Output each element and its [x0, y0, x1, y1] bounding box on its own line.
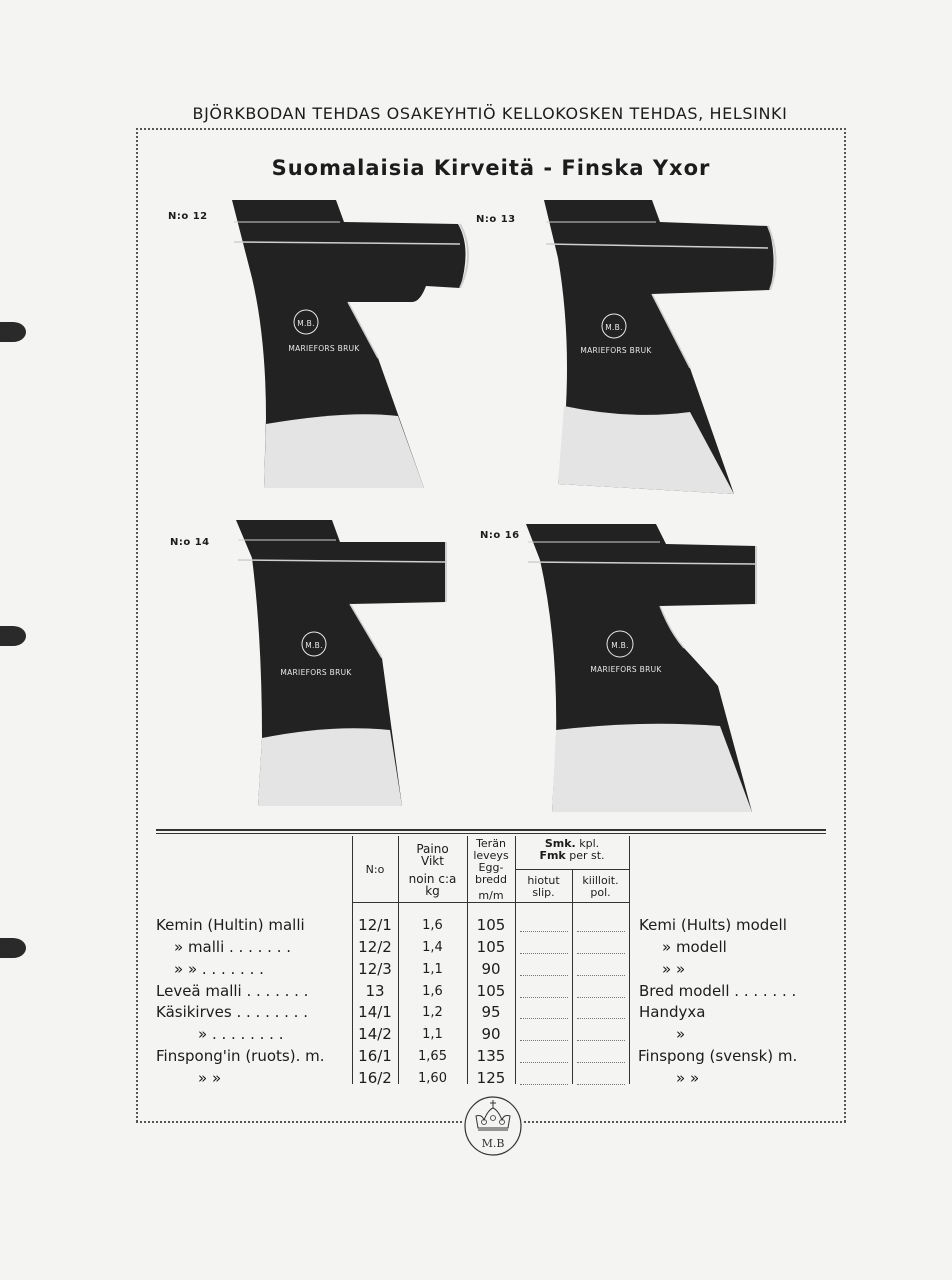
row-weight: 1,2 [422, 1005, 443, 1020]
row-sv-name: » modell [662, 938, 727, 956]
binder-hole [0, 938, 26, 958]
table-header-rule [515, 869, 629, 870]
row-fi-name: Kemin (Hultin) malli [156, 916, 305, 934]
row-edge: 135 [476, 1047, 506, 1065]
row-edge: 105 [476, 982, 506, 1000]
axe-16-image [520, 520, 760, 816]
svg-text:M.B.: M.B. [611, 641, 629, 650]
row-sv-name: Bred modell . . . . . . . [639, 982, 797, 1000]
row-sv-name: » » [676, 1069, 700, 1087]
table-top-rule [156, 829, 826, 831]
row-edge: 125 [476, 1069, 506, 1087]
header-ground: hiotut slip. [527, 874, 560, 899]
row-sv-name: Kemi (Hults) modell [639, 916, 787, 934]
header-polished: kiilloit. pol. [582, 874, 619, 899]
row-weight: 1,1 [422, 1027, 443, 1042]
row-fi-name: » malli . . . . . . . [174, 938, 292, 956]
header-no: N:o [365, 863, 385, 876]
svg-text:M.B.: M.B. [605, 323, 623, 332]
row-edge: 90 [481, 1025, 501, 1043]
dotted-frame-bottom [136, 1121, 462, 1123]
row-weight: 1,60 [418, 1071, 447, 1086]
row-fi-name: » » [198, 1069, 222, 1087]
row-edge: 105 [476, 938, 506, 956]
svg-text:M.B.: M.B. [305, 641, 323, 650]
table-top-rule [156, 833, 826, 834]
axe-mark: M.B. [297, 319, 315, 328]
table-divider [629, 836, 630, 1084]
row-weight: 1,6 [422, 984, 443, 999]
row-sv-name: » [676, 1025, 686, 1043]
row-no: 14/1 [358, 1003, 392, 1021]
header-weight: Paino Vikt noin c:a kg [408, 842, 457, 898]
row-no: 16/2 [358, 1069, 392, 1087]
dotted-frame-bottom [524, 1121, 846, 1123]
row-no: 14/2 [358, 1025, 392, 1043]
row-edge: 90 [481, 960, 501, 978]
row-fi-name: Leveä malli . . . . . . . [156, 982, 309, 1000]
axe-label-14: N:o 14 [170, 537, 210, 548]
axe-12-image [228, 198, 470, 494]
svg-text:MARIEFORS BRUK: MARIEFORS BRUK [590, 665, 662, 674]
row-fi-name: Käsikirves . . . . . . . . [156, 1003, 308, 1021]
crown-seal-logo [462, 1094, 524, 1158]
axe-label-13: N:o 13 [476, 214, 516, 225]
row-edge: 95 [481, 1003, 501, 1021]
row-weight: 1,4 [422, 940, 443, 955]
binder-hole [0, 322, 26, 342]
row-fi-name: » » . . . . . . . [174, 960, 264, 978]
svg-text:MARIEFORS BRUK: MARIEFORS BRUK [280, 668, 352, 677]
row-no: 12/3 [358, 960, 392, 978]
row-weight: 1,6 [422, 918, 443, 933]
page-header: BJÖRKBODAN TEHDAS OSAKEYHTIÖ KELLOKOSKEN TEHDAS, HELSINKI [192, 104, 788, 123]
table-header-rule [352, 902, 629, 903]
row-no: 12/1 [358, 916, 392, 934]
row-edge: 105 [476, 916, 506, 934]
header-edge-width: Terän leveys Egg- bredd m/m [473, 837, 509, 902]
axe-13-image [540, 198, 780, 498]
axe-label-12: N:o 12 [168, 211, 208, 222]
axe-label-16: N:o 16 [480, 530, 520, 541]
row-sv-name: Handyxa [639, 1003, 706, 1021]
page-title: Suomalaisia Kirveitä - Finska Yxor [271, 156, 711, 180]
row-no: 12/2 [358, 938, 392, 956]
row-fi-name: Finspong'in (ruots). m. [156, 1047, 325, 1065]
row-fi-name: » . . . . . . . . [198, 1025, 284, 1043]
row-no: 16/1 [358, 1047, 392, 1065]
table-divider [515, 836, 516, 1084]
binder-hole [0, 626, 26, 646]
axe-14-image [232, 518, 452, 810]
row-weight: 1,65 [418, 1049, 447, 1064]
row-sv-name: » » [662, 960, 686, 978]
row-weight: 1,1 [422, 962, 443, 977]
axe-brand: MARIEFORS BRUK [288, 344, 360, 353]
header-price: Smk. kpl. Fmk per st. [539, 837, 605, 862]
svg-text:M.B: M.B [481, 1137, 505, 1150]
svg-text:MARIEFORS BRUK: MARIEFORS BRUK [580, 346, 652, 355]
row-no: 13 [365, 982, 385, 1000]
row-sv-name: Finspong (svensk) m. [638, 1047, 798, 1065]
